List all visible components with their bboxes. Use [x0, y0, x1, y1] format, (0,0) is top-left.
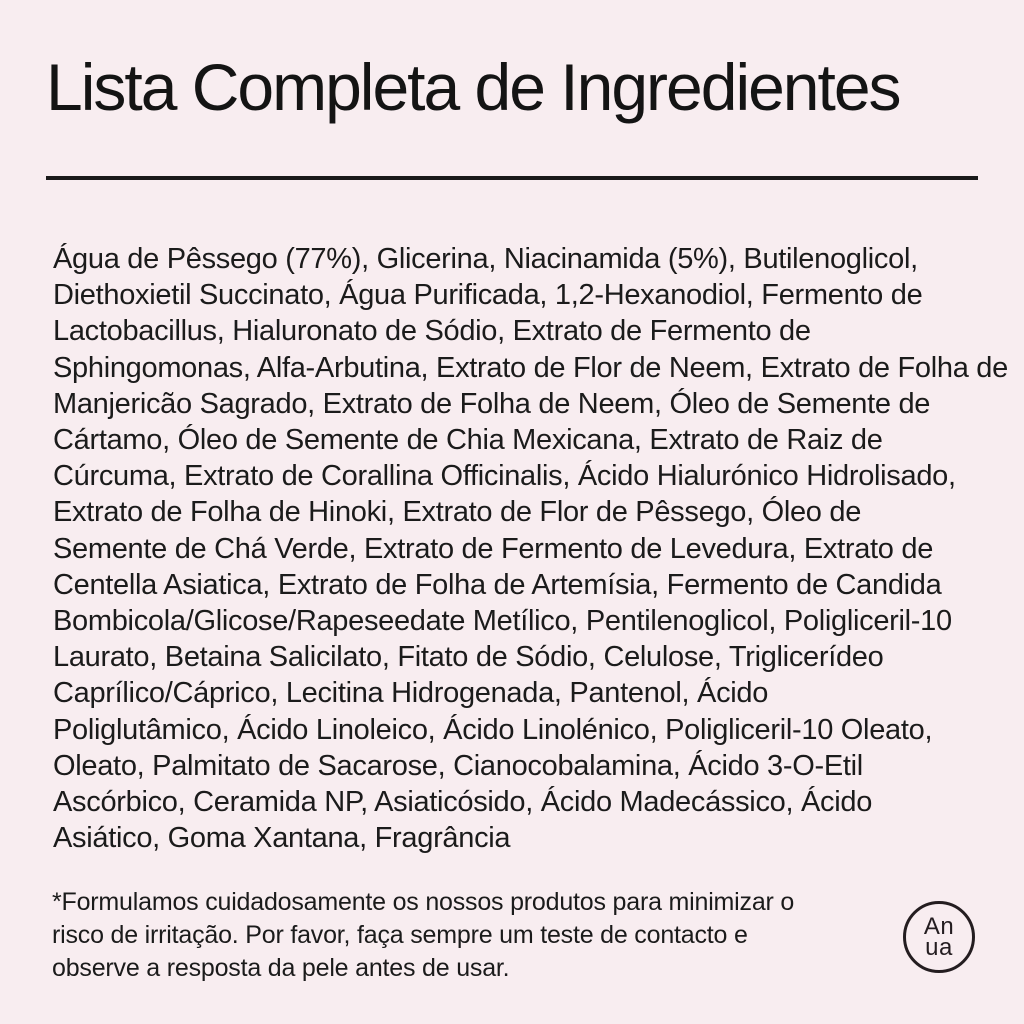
ingredients-line: Laurato, Betaina Salicilato, Fitato de Sódio, Celulose, Triglicerídeo	[53, 641, 884, 674]
divider-line	[46, 176, 978, 180]
ingredients-line: Cúrcuma, Extrato de Corallina Officinalis, Ácido Hialurónico Hidrolisado,	[53, 460, 956, 493]
ingredients-line: Caprílico/Cáprico, Lecitina Hidrogenada, Pantenol, Ácido	[53, 677, 769, 710]
ingredients-line: Extrato de Folha de Hinoki, Extrato de Flor de Pêssego, Óleo de	[53, 496, 862, 529]
ingredients-line: Poliglutâmico, Ácido Linoleico, Ácido Linolénico, Poligliceril-10 Oleato,	[53, 713, 933, 746]
ingredients-line: Sphingomonas, Alfa-Arbutina, Extrato de Flor de Neem, Extrato de Folha de	[53, 351, 1008, 384]
ingredients-line: Ascórbico, Ceramida NP, Asiaticósido, Ácido Madecássico, Ácido	[53, 786, 873, 819]
ingredients-line: Diethoxietil Succinato, Água Purificada, 1,2-Hexanodiol, Fermento de	[53, 279, 923, 312]
anua-logo	[903, 901, 975, 973]
ingredients-line: Centella Asiatica, Extrato de Folha de Artemísia, Fermento de Candida	[53, 568, 942, 601]
ingredients-line: Água de Pêssego (77%), Glicerina, Niacinamida (5%), Butilenoglicol,	[53, 243, 918, 275]
disclaimer-line: risco de irritação. Por favor, faça sempre um teste de contacto e	[52, 921, 748, 949]
ingredients-list	[53, 241, 1008, 856]
page-title: Lista Completa de Ingredientes	[46, 50, 900, 124]
ingredients-line: Cártamo, Óleo de Semente de Chia Mexicana, Extrato de Raiz de	[53, 424, 883, 457]
ingredients-line: Asiático, Goma Xantana, Fragrância	[53, 822, 511, 855]
ingredients-line: Oleato, Palmitato de Sacarose, Cianocobalamina, Ácido 3-O-Etil	[53, 749, 863, 782]
ingredients-line: Semente de Chá Verde, Extrato de Fermento de Levedura, Extrato de	[53, 532, 934, 565]
disclaimer-text	[52, 886, 852, 985]
ingredients-line: Manjericão Sagrado, Extrato de Folha de Neem, Óleo de Semente de	[53, 387, 931, 420]
disclaimer-line: *Formulamos cuidadosamente os nossos produtos para minimizar o	[52, 888, 795, 916]
disclaimer-line: observe a resposta da pele antes de usar.	[52, 954, 510, 982]
anua-logo-text-bottom: ua	[925, 934, 953, 961]
ingredients-line: Bombicola/Glicose/Rapeseedate Metílico, Pentilenoglicol, Poligliceril-10	[53, 605, 952, 638]
ingredients-line: Lactobacillus, Hialuronato de Sódio, Extrato de Fermento de	[53, 315, 811, 348]
anua-logo-text-top: An	[923, 912, 955, 940]
